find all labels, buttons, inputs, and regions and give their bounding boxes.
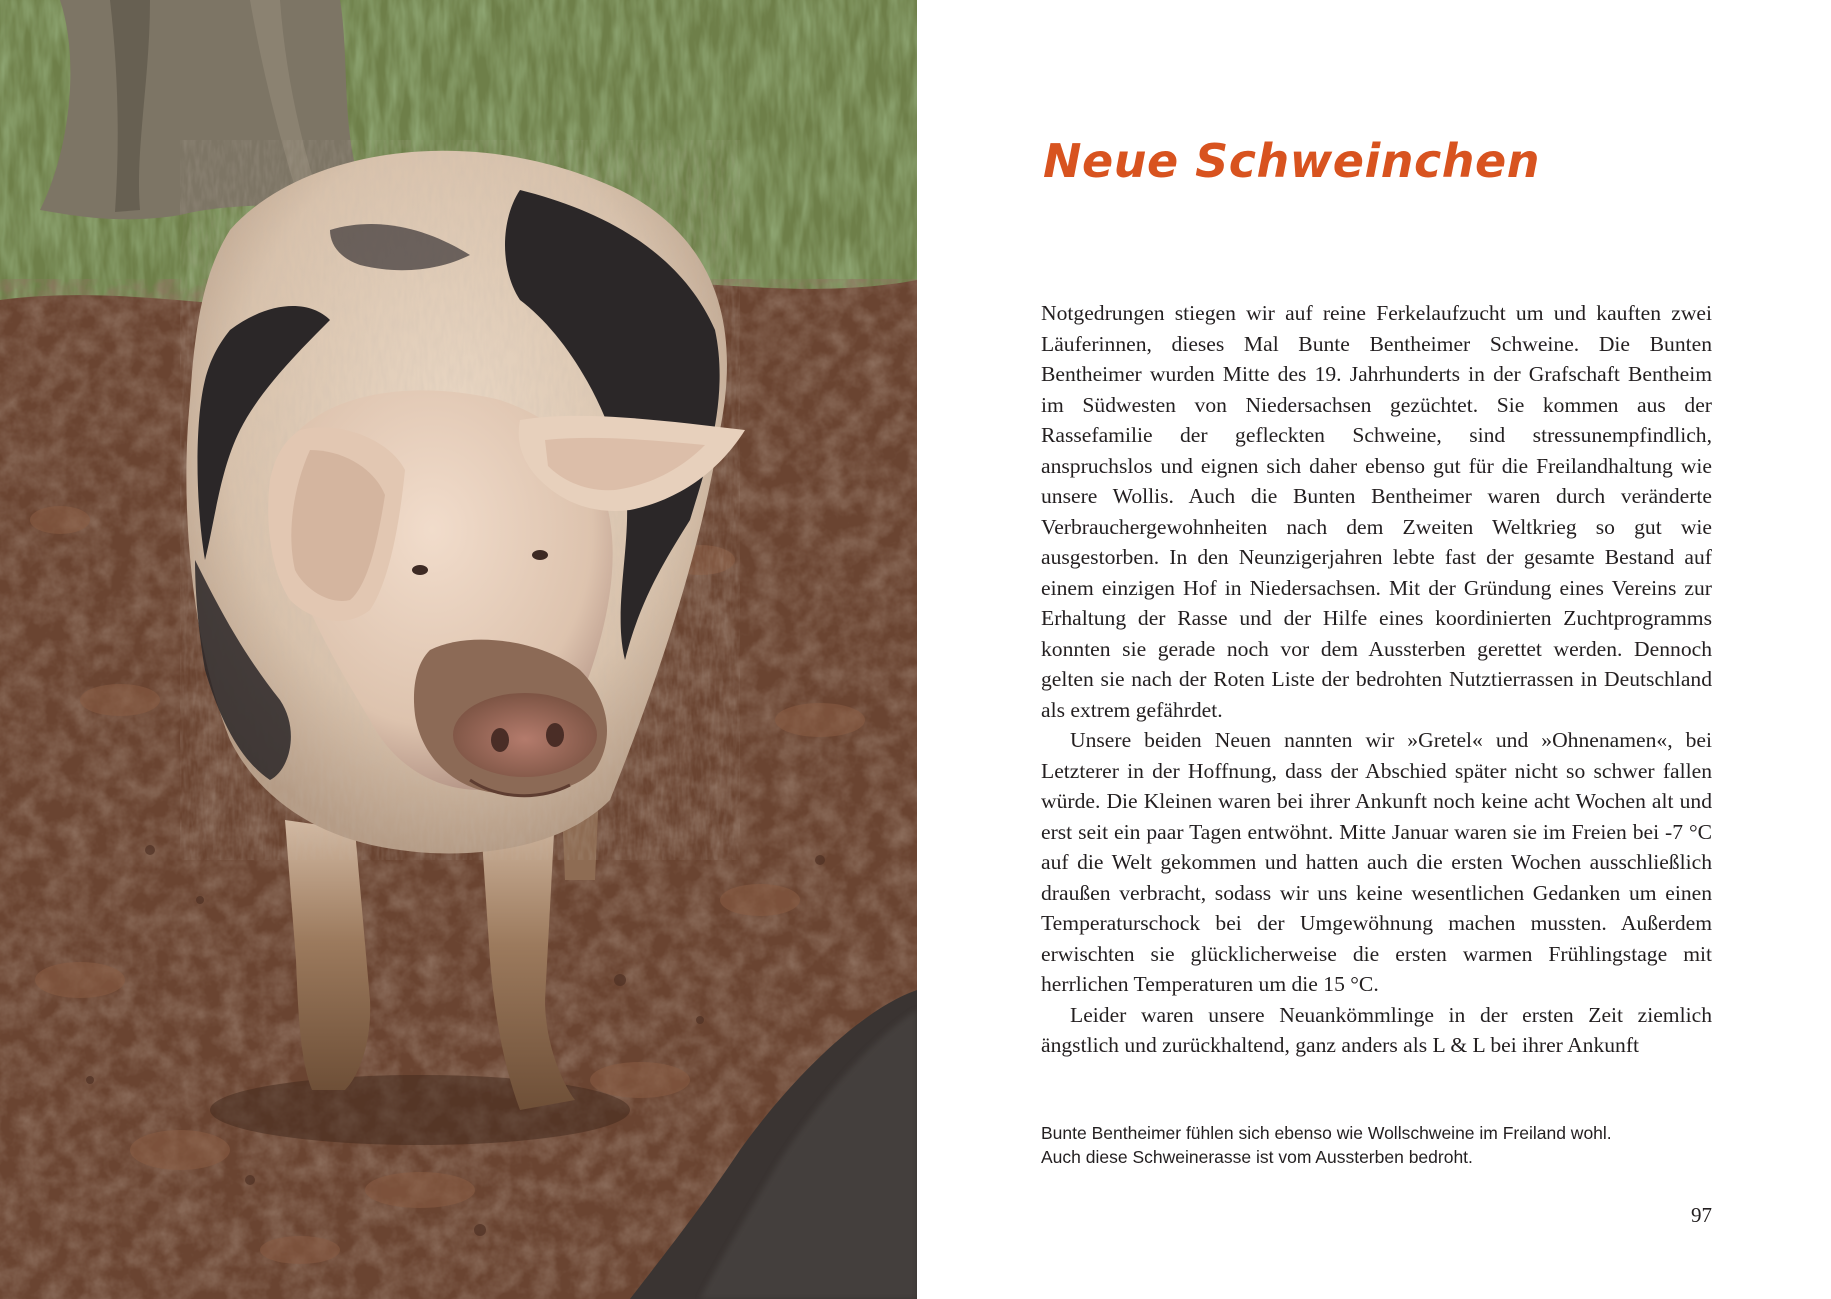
text-page xyxy=(917,0,1831,1299)
body-text xyxy=(1041,298,1712,1061)
caption-line: Auch diese Schweinerasse ist vom Aussterben bedroht. xyxy=(1041,1147,1473,1167)
caption-line: Bunte Bentheimer fühlen sich ebenso wie Wollschweine im Freiland wohl. xyxy=(1041,1123,1612,1143)
paragraph: Notgedrungen stiegen wir auf reine Ferkelaufzucht um und kauften zwei Läuferinnen, dieses Mal Bunte Bentheimer Schweine. Die Bunten Bentheimer wurden Mitte des 19. Jahrhunderts in der Grafschaft Bentheim im Südwesten von Niedersachsen gezüchtet. Sie kommen aus der Rassefamilie der gefleckten Schweine, sind stressunempfindlich, anspruchslos und eignen sich daher ebenso gut für die Freilandhaltung wie unsere Wollis. Auch die Bunten Bentheimer waren durch veränderte Verbrauchergewohnheiten nach dem Zweiten Weltkrieg so gut wie ausgestorben. In den Neunzigerjahren lebte fast der gesamte Bestand auf einem einzigen Hof in Niedersachsen. Mit der Gründung eines Vereins zur Erhaltung der Rasse und der Hilfe eines koordinierten Zuchtprogramms konnten sie gerade noch vor dem Aussterben gerettet werden. Dennoch gelten sie nach der Roten Liste der bedrohten Nutztierrassen in Deutschland als extrem gefährdet. xyxy=(1041,301,1712,722)
paragraph: Leider waren unsere Neuankömmlinge in der ersten Zeit ziemlich ängstlich und zurückhaltend, ganz anders als L & L bei ihrer Ankunft xyxy=(1041,1002,1712,1057)
chapter-title: Neue Schweinchen xyxy=(1043,134,1540,188)
paragraph: Unsere beiden Neuen nannten wir »Gretel« und »Ohnenamen«, bei Letzterer in der Hoffnung, dass der Abschied später nicht so schwer fallen würde. Die Kleinen waren bei ihrer Ankunft noch keine acht Wochen alt und erst seit ein paar Tagen entwöhnt. Mitte Januar waren sie im Freien bei -7 °C auf die Welt gekommen und hatten auch die ersten Wochen ausschließlich draußen verbracht, sodass wir uns keine wesentlichen Gedanken um einen Temperaturschock bei der Umgewöhnung machen mussten. Außerdem erwischten sie glücklicherweise die ersten warmen Frühlingstage mit herrlichen Temperaturen um die 15 °C. xyxy=(1041,728,1712,996)
page-number: 97 xyxy=(1691,1203,1712,1227)
photo-caption xyxy=(1041,1121,1721,1169)
